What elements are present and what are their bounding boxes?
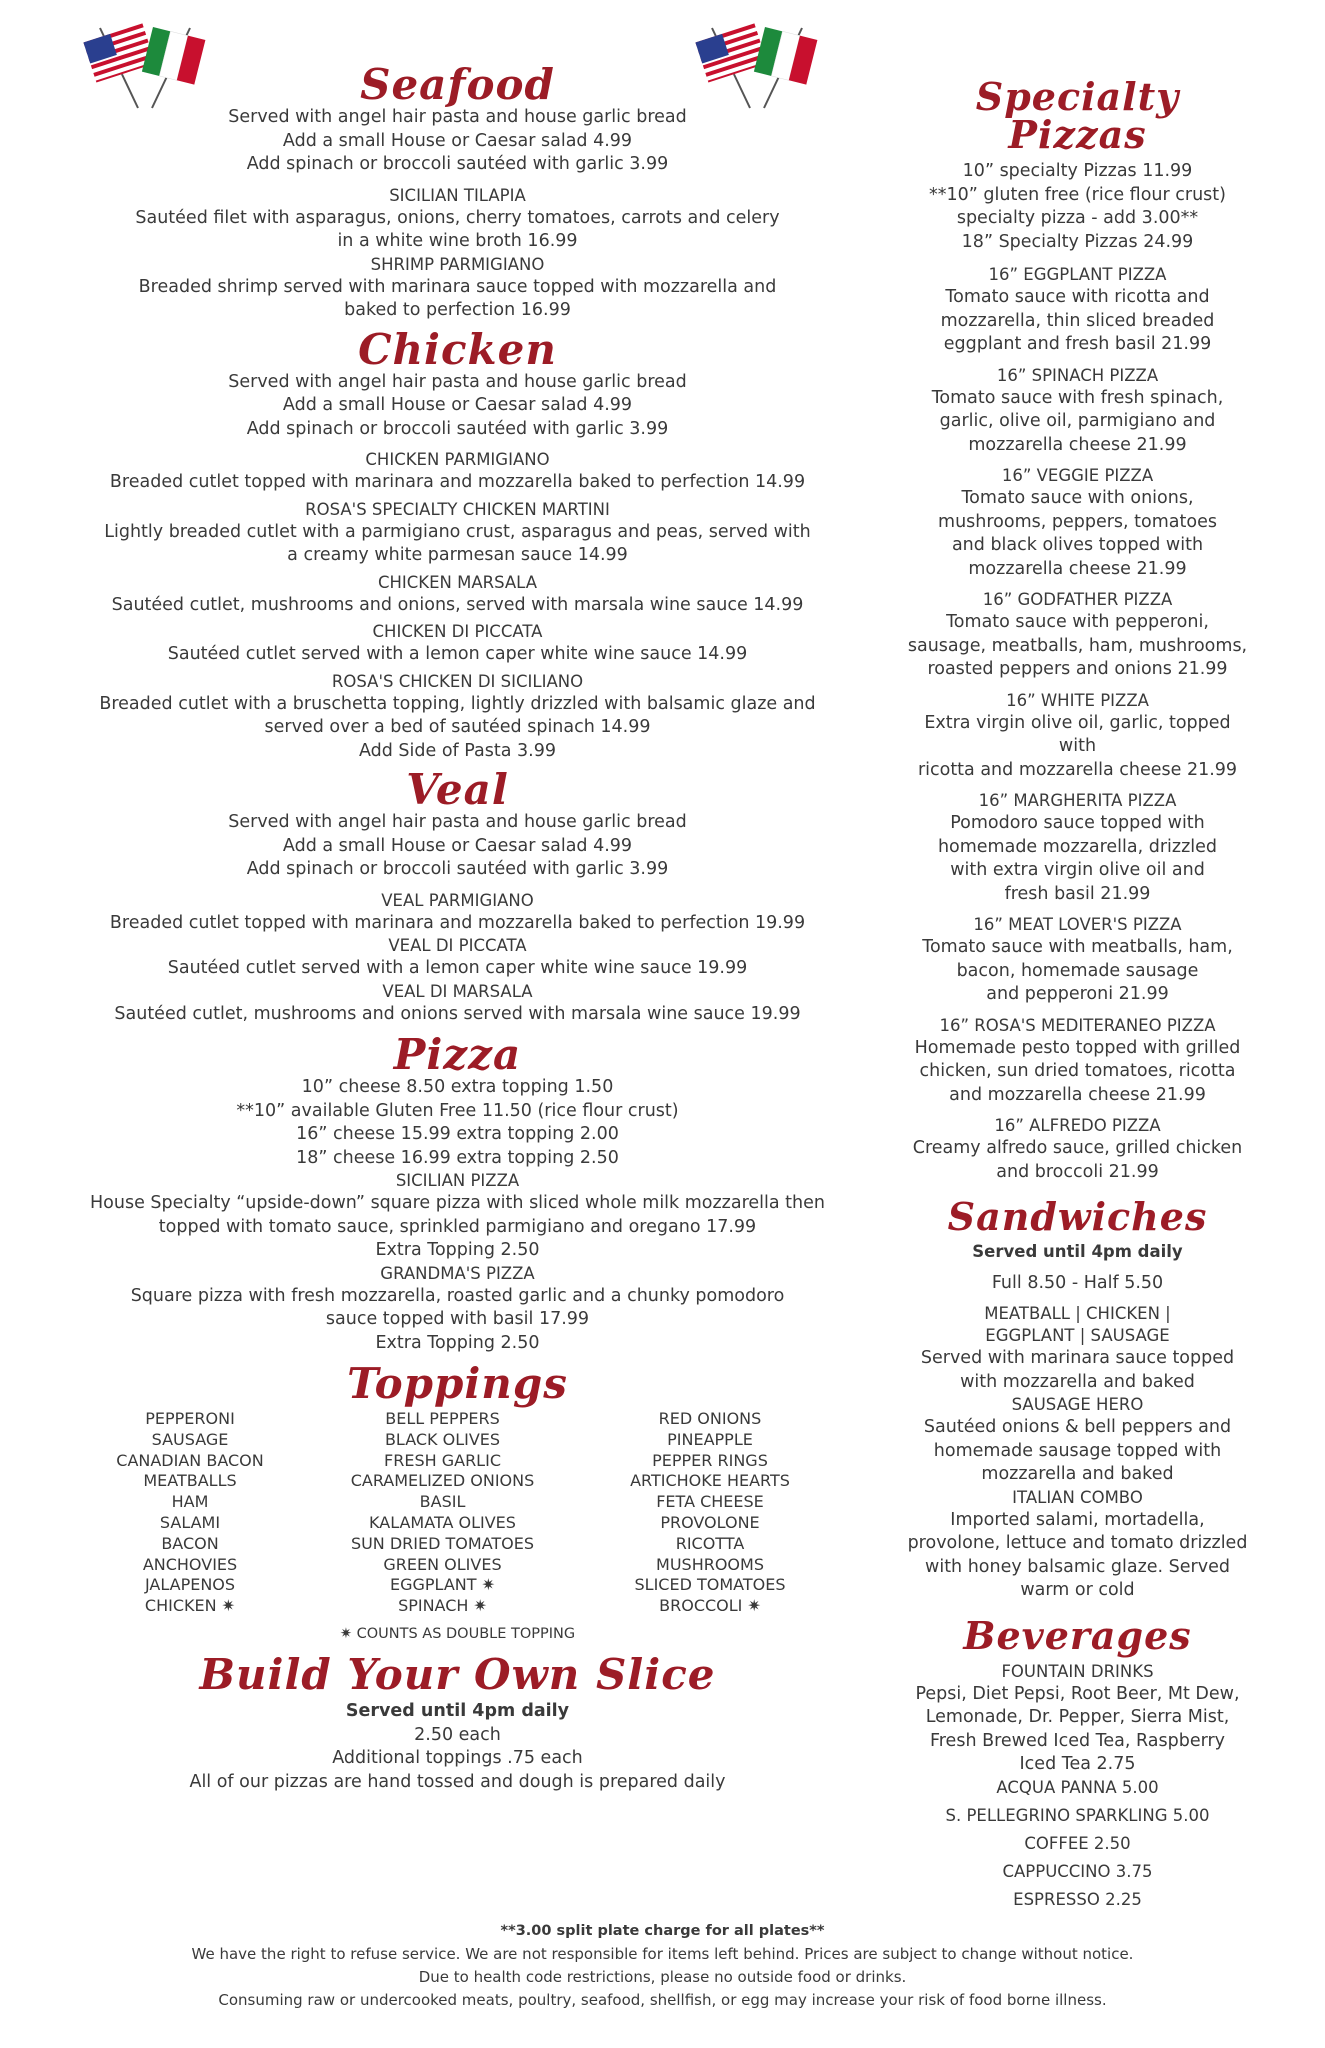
menu-item-desc: Extra virgin olive oil, garlic, topped with <box>924 712 1231 756</box>
toppings-column <box>323 1409 563 1617</box>
topping-item: JALAPENOS <box>144 1575 236 1595</box>
menu-item-desc: Tomato sauce with pepperoni, <box>946 612 1209 632</box>
menu-item-desc: fresh basil 21.99 <box>1004 883 1151 904</box>
menu-item-name: 16” ALFREDO PIZZA <box>994 1116 1161 1135</box>
menu-item-name: CHICKEN DI PICCATA <box>372 622 543 641</box>
menu-item-desc: Breaded cutlet topped with marinara and mozzarella baked to perfection 14.99 <box>109 472 806 492</box>
menu-item-desc: homemade sausage topped with <box>933 1440 1222 1461</box>
menu-item-name: VEAL DI PICCATA <box>388 936 527 955</box>
menu-item-desc: mozzarella cheese 21.99 <box>968 558 1187 579</box>
menu-item-desc: bacon, homemade sausage <box>956 960 1199 981</box>
menu-item-name: EGGPLANT | SAUSAGE <box>985 1326 1170 1345</box>
section-title-veal: Veal <box>406 765 509 814</box>
menu-item-desc: Homemade pesto topped with grilled <box>914 1037 1241 1058</box>
menu-item-desc: Tomato sauce with fresh spinach, <box>931 387 1224 408</box>
pizza-line: 16” cheese 15.99 extra topping 2.00 <box>296 1124 619 1144</box>
menu-item-name: SAUSAGE HERO <box>1011 1395 1144 1414</box>
specialty-intro: **10” gluten free (rice flour crust) <box>929 184 1226 205</box>
beverage-item: S. PELLEGRINO SPARKLING 5.00 <box>945 1805 1210 1825</box>
menu-item-name: FOUNTAIN DRINKS <box>1001 1661 1154 1681</box>
pizza-line: 10” cheese 8.50 extra topping 1.50 <box>301 1077 614 1097</box>
topping-item: BLACK OLIVES <box>384 1429 501 1449</box>
build-line: Additional toppings .75 each <box>332 1748 583 1769</box>
topping-item: ARTICHOKE HEARTS <box>630 1471 790 1491</box>
menu-item-desc: Pepsi, Diet Pepsi, Root Beer, Mt Dew, <box>915 1683 1240 1704</box>
menu-item-desc: ricotta and mozzarella cheese 21.99 <box>917 759 1238 780</box>
menu-item-desc: and pepperoni 21.99 <box>986 984 1169 1004</box>
menu-item-desc: roasted peppers and onions 21.99 <box>927 659 1228 679</box>
menu-item-desc: Tomato sauce with ricotta and <box>945 287 1210 307</box>
topping-item: BASIL <box>419 1492 466 1512</box>
topping-item: ANCHOVIES <box>142 1554 238 1574</box>
right-column <box>905 74 1250 1911</box>
build-line: 2.50 each <box>414 1724 501 1745</box>
beverage-item: ACQUA PANNA 5.00 <box>996 1777 1159 1797</box>
menu-item-name: 16” MARGHERITA PIZZA <box>978 791 1177 810</box>
menu-item-desc: and black olives topped with <box>951 535 1204 555</box>
menu-item-desc: a creamy white parmesan sauce 14.99 <box>287 545 628 565</box>
menu-item-name: ITALIAN COMBO <box>1012 1487 1143 1507</box>
topping-item: BROCCOLI ✷ <box>659 1596 761 1616</box>
menu-item-name: SICILIAN TILAPIA <box>389 185 526 205</box>
menu-item-name: MEATBALL | CHICKEN | <box>984 1304 1171 1323</box>
topping-item: KALAMATA OLIVES <box>369 1512 516 1532</box>
topping-item: SUN DRIED TOMATOES <box>350 1533 535 1553</box>
menu-item-name: ROSA'S CHICKEN DI SICILIANO <box>331 671 584 691</box>
menu-item-desc: Creamy alfredo sauce, grilled chicken <box>912 1138 1243 1158</box>
menu-item-desc: and broccoli 21.99 <box>996 1161 1159 1182</box>
menu-item-name: 16” EGGPLANT PIZZA <box>988 265 1167 284</box>
seafood-intro: Served with angel hair pasta and house garlic bread <box>228 107 687 127</box>
topping-item: CHICKEN ✷ <box>144 1596 236 1616</box>
section-title-build-your-own-slice: Build Your Own Slice <box>199 1650 716 1700</box>
menu-item-desc: warm or cold <box>1020 1580 1135 1600</box>
chicken-intro: Served with angel hair pasta and house garlic bread <box>228 371 687 392</box>
menu-item-desc: chicken, sun dried tomatoes, ricotta <box>919 1061 1236 1081</box>
menu-item-desc: Add Side of Pasta 3.99 <box>358 740 556 761</box>
menu-item-name: 16” GODFATHER PIZZA <box>982 590 1173 609</box>
build-line: All of our pizzas are hand tossed and dough is prepared daily <box>189 1771 726 1792</box>
menu-item-desc: Sautéed cutlet, mushrooms and onions, served with marsala wine sauce 14.99 <box>111 594 804 615</box>
menu-item-desc: Lightly breaded cutlet with a parmigiano crust, asparagus and peas, served with <box>104 521 811 542</box>
menu-item-desc: Imported salami, mortadella, <box>950 1509 1205 1530</box>
specialty-intro: specialty pizza - add 3.00** <box>956 208 1199 228</box>
menu-item-desc: mushrooms, peppers, tomatoes <box>938 511 1217 532</box>
served-until-note: Served until 4pm daily <box>345 1701 570 1722</box>
topping-item: EGGPLANT ✷ <box>389 1575 495 1595</box>
menu-item-desc: mozzarella, thin sliced breaded <box>940 310 1215 331</box>
menu-item-desc: Sautéed cutlet, mushrooms and onions served with marsala wine sauce 19.99 <box>114 1003 801 1024</box>
section-title-pizza: Pizza <box>393 1030 522 1079</box>
topping-item: CARAMELIZED ONIONS <box>350 1471 535 1491</box>
menu-item-desc: Breaded cutlet with a bruschetta topping, lightly drizzled with balsamic glaze and <box>99 693 816 714</box>
seafood-intro: Add a small House or Caesar salad 4.99 <box>282 130 633 151</box>
menu-item-desc: and mozzarella cheese 21.99 <box>949 1084 1206 1105</box>
menu-item-desc: mozzarella cheese 21.99 <box>968 434 1187 455</box>
topping-item: BELL PEPPERS <box>385 1409 500 1428</box>
topping-item: MUSHROOMS <box>656 1554 764 1574</box>
menu-item-desc: sausage, meatballs, ham, mushrooms, <box>907 635 1248 656</box>
menu-item-desc: Sautéed cutlet served with a lemon caper white wine sauce 19.99 <box>167 958 748 978</box>
specialty-intro: 10” specialty Pizzas 11.99 <box>962 161 1193 181</box>
topping-item: SLICED TOMATOES <box>634 1575 786 1595</box>
topping-item: SALAMI <box>159 1512 221 1532</box>
menu-item-desc: served over a bed of sautéed spinach 14.99 <box>264 717 651 737</box>
menu-item-desc: eggplant and fresh basil 21.99 <box>943 334 1212 354</box>
menu-item-desc: with extra virgin olive oil and <box>950 860 1205 880</box>
disclaimer: We have the right to refuse service. We are not responsible for items left behind. Prices are subject to change without notice. <box>191 1945 1134 1963</box>
pizza-line: Square pizza with fresh mozzarella, roasted garlic and a chunky pomodoro <box>130 1285 785 1306</box>
menu-item-name: 16” VEGGIE PIZZA <box>1001 466 1154 485</box>
topping-item: PROVOLONE <box>660 1512 760 1532</box>
sandwich-price: Full 8.50 - Half 5.50 <box>991 1272 1164 1293</box>
topping-item: HAM <box>171 1492 209 1512</box>
topping-item: SAUSAGE <box>151 1429 229 1449</box>
topping-item: SPINACH ✷ <box>398 1596 487 1616</box>
topping-item: PINEAPPLE <box>667 1429 753 1449</box>
topping-item: MEATBALLS <box>143 1471 237 1491</box>
topping-item: GREEN OLIVES <box>383 1554 502 1574</box>
menu-item-desc: Pomodoro sauce topped with <box>950 813 1205 833</box>
topping-item: PEPPERONI <box>145 1409 235 1428</box>
menu-item-desc: Sautéed cutlet served with a lemon caper white wine sauce 14.99 <box>167 644 748 664</box>
toppings-column <box>595 1409 825 1617</box>
menu-item-name: GRANDMA'S PIZZA <box>380 1263 535 1283</box>
section-title-beverages: Beverages <box>963 1612 1192 1658</box>
seafood-intro: Add spinach or broccoli sautéed with garlic 3.99 <box>246 154 669 174</box>
left-column <box>90 60 825 1794</box>
pizza-line: House Specialty “upside-down” square pizza with sliced whole milk mozzarella then <box>90 1193 825 1213</box>
beverage-item: COFFEE 2.50 <box>1024 1833 1131 1853</box>
veal-intro: Served with angel hair pasta and house garlic bread <box>228 812 687 832</box>
topping-item: CANADIAN BACON <box>116 1450 264 1470</box>
section-title-specialty-pizzas: Specialty Pizzas <box>975 74 1180 157</box>
toppings-grid <box>90 1409 825 1617</box>
menu-item-desc: provolone, lettuce and tomato drizzled <box>907 1533 1248 1553</box>
health-code-note: Due to health code restrictions, please no outside food or drinks. <box>418 1968 907 1986</box>
menu-item-desc: Breaded cutlet topped with marinara and mozzarella baked to perfection 19.99 <box>109 912 806 933</box>
chicken-intro: Add spinach or broccoli sautéed with garlic 3.99 <box>246 418 669 439</box>
specialty-intro: 18” Specialty Pizzas 24.99 <box>961 231 1194 252</box>
menu-item-name: VEAL DI MARSALA <box>382 981 533 1001</box>
menu-item-name: 16” WHITE PIZZA <box>1006 690 1149 710</box>
pizza-line: Extra Topping 2.50 <box>375 1332 540 1353</box>
section-title-seafood: Seafood <box>360 60 555 109</box>
menu-item-desc: Sautéed filet with asparagus, onions, cherry tomatoes, carrots and celery <box>135 207 780 228</box>
section-title-chicken: Chicken <box>358 324 557 374</box>
veal-intro: Add spinach or broccoli sautéed with garlic 3.99 <box>246 859 669 879</box>
menu-item-desc: Iced Tea 2.75 <box>1019 1754 1136 1774</box>
topping-item: RED ONIONS <box>658 1409 762 1428</box>
menu-item-desc: Served with marinara sauce topped <box>920 1348 1235 1368</box>
topping-item: BACON <box>161 1533 219 1553</box>
chicken-intro: Add a small House or Caesar salad 4.99 <box>282 395 633 415</box>
footer <box>0 1920 1325 2012</box>
section-title-sandwiches: Sandwiches <box>947 1194 1208 1239</box>
menu-item-name: 16” MEAT LOVER'S PIZZA <box>973 915 1182 934</box>
menu-item-desc: Tomato sauce with onions, <box>961 488 1194 508</box>
beverage-item: CAPPUCCINO 3.75 <box>1002 1861 1153 1881</box>
topping-item: PEPPER RINGS <box>652 1450 768 1470</box>
topping-item: FETA CHEESE <box>656 1492 764 1512</box>
menu-item-desc: Tomato sauce with meatballs, ham, <box>922 937 1233 957</box>
menu-item-desc: Fresh Brewed Iced Tea, Raspberry <box>929 1730 1226 1751</box>
food-safety-warning: Consuming raw or undercooked meats, poultry, seafood, shellfish, or egg may increase your risk of food borne illness. <box>218 1991 1107 2009</box>
beverage-item: ESPRESSO 2.25 <box>1013 1889 1142 1909</box>
menu-item-desc: mozzarella and baked <box>981 1464 1174 1484</box>
toppings-column <box>90 1409 290 1617</box>
menu-item-name: 16” ROSA'S MEDITERANEO PIZZA <box>939 1015 1216 1035</box>
topping-item: RICOTTA <box>675 1533 745 1553</box>
topping-item: FRESH GARLIC <box>384 1450 501 1470</box>
split-plate-note: **3.00 split plate charge for all plates** <box>500 1923 825 1939</box>
pizza-line: sauce topped with basil 17.99 <box>325 1309 590 1329</box>
menu-item-name: SHRIMP PARMIGIANO <box>370 254 545 274</box>
pizza-line: **10” available Gluten Free 11.50 (rice flour crust) <box>236 1100 679 1121</box>
pizza-line: Extra Topping 2.50 <box>375 1240 540 1260</box>
menu-item-desc: homemade mozzarella, drizzled <box>937 836 1218 857</box>
served-until-note: Served until 4pm daily <box>972 1242 1183 1261</box>
menu-item-desc: Sautéed onions & bell peppers and <box>923 1417 1232 1437</box>
menu-item-desc: with honey balsamic glaze. Served <box>925 1556 1230 1577</box>
section-title-toppings: Toppings <box>347 1359 568 1408</box>
menu-item-name: CHICKEN PARMIGIANO <box>365 450 550 469</box>
pizza-line: topped with tomato sauce, sprinkled parmigiano and oregano 17.99 <box>158 1216 757 1237</box>
veal-intro: Add a small House or Caesar salad 4.99 <box>282 835 633 856</box>
double-topping-note: ✷ COUNTS AS DOUBLE TOPPING <box>339 1625 576 1642</box>
pizza-line: 18” cheese 16.99 extra topping 2.50 <box>296 1147 619 1168</box>
menu-item-desc: with mozzarella and baked <box>960 1371 1195 1392</box>
menu-item-desc: garlic, olive oil, parmigiano and <box>939 411 1216 431</box>
menu-item-name: 16” SPINACH PIZZA <box>996 365 1159 385</box>
menu-item-desc: Breaded shrimp served with marinara sauce topped with mozzarella and <box>138 276 777 297</box>
menu-item-name: SICILIAN PIZZA <box>395 1171 520 1190</box>
menu-item-name: VEAL PARMIGIANO <box>381 890 534 910</box>
menu-item-desc: in a white wine broth 16.99 <box>337 231 578 251</box>
menu-item-desc: Lemonade, Dr. Pepper, Sierra Mist, <box>925 1707 1230 1727</box>
menu-item-name: ROSA'S SPECIALTY CHICKEN MARTINI <box>305 499 610 519</box>
menu-item-desc: baked to perfection 16.99 <box>344 300 571 320</box>
menu-item-name: CHICKEN MARSALA <box>377 572 538 592</box>
